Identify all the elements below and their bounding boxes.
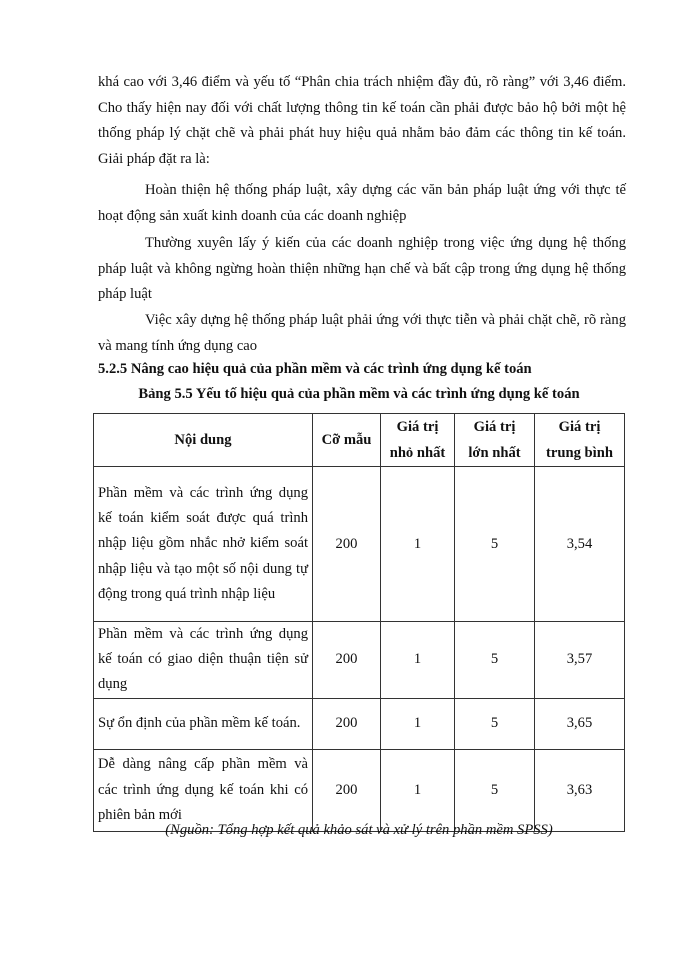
body-paragraph: khá cao với 3,46 điểm và yếu tố “Phân chia trách nhiệm đầy đủ, rõ ràng” với 3,46 điểm. Cho thấy hiện nay đối với chất lượng thông tin kế toán cần phải được bảo hộ bởi một hệ thống pháp lý chặt chẽ và phải phát huy hiệu quả nhằm bảo đảm các thông tin kế toán. Giải pháp đặt ra là: xyxy=(98,74,626,167)
table-row xyxy=(94,698,625,749)
table-row xyxy=(94,467,625,622)
header-min-line2: nhỏ nhất xyxy=(389,445,446,461)
header-content: Nội dung xyxy=(94,414,313,467)
cell-max: 5 xyxy=(455,467,535,622)
table-row xyxy=(94,622,625,699)
cell-mean: 3,54 xyxy=(535,467,625,622)
section-heading: 5.2.5 Nâng cao hiệu quả của phần mềm và các trình ứng dụng kế toán xyxy=(98,361,532,377)
header-max-line2: lớn nhất xyxy=(468,445,521,461)
header-mean-line2: trung bình xyxy=(546,445,613,461)
cell-sample: 200 xyxy=(313,467,381,622)
cell-min: 1 xyxy=(381,622,455,699)
header-max xyxy=(455,414,535,467)
cell-min: 1 xyxy=(381,749,455,831)
body-paragraph: Hoàn thiện hệ thống pháp luật, xây dựng các văn bản pháp luật ứng với thực tế hoạt động sản xuất kinh doanh của các doanh nghiệp xyxy=(98,182,626,224)
header-sample: Cỡ mẫu xyxy=(313,414,381,467)
cell-content: Phần mềm và các trình ứng dụng kế toán kiểm soát được quá trình nhập liệu gồm nhắc nhở kiểm soát nhập liệu và tạo một số nội dung tự động trong quá trình nhập liệu xyxy=(94,467,313,622)
cell-mean: 3,57 xyxy=(535,622,625,699)
header-mean-line1: Giá trị xyxy=(558,419,601,435)
cell-sample: 200 xyxy=(313,749,381,831)
header-max-line1: Giá trị xyxy=(473,419,516,435)
table-title: Bảng 5.5 Yếu tố hiệu quả của phần mềm và các trình ứng dụng kế toán xyxy=(138,386,580,402)
cell-content: Phần mềm và các trình ứng dụng kế toán có giao diện thuận tiện sử dụng xyxy=(94,622,313,699)
table-header-row xyxy=(94,414,625,467)
cell-min: 1 xyxy=(381,467,455,622)
cell-content: Sự ổn định của phần mềm kế toán. xyxy=(94,698,313,749)
table-source-caption: (Nguồn: Tổng hợp kết quả khảo sát và xử lý trên phần mềm SPSS) xyxy=(165,822,553,838)
body-paragraph: Thường xuyên lấy ý kiến của các doanh nghiệp trong việc ứng dụng hệ thống pháp luật và không ngừng hoàn thiện những hạn chế và bất cập trong ứng dụng hệ thống pháp luật xyxy=(98,235,626,302)
cell-max: 5 xyxy=(455,698,535,749)
header-min xyxy=(381,414,455,467)
data-table xyxy=(93,413,625,832)
cell-max: 5 xyxy=(455,622,535,699)
cell-sample: 200 xyxy=(313,698,381,749)
table-row xyxy=(94,749,625,831)
body-paragraph: Việc xây dựng hệ thống pháp luật phải ứng với thực tiễn và phải chặt chẽ, rõ ràng và mang tính ứng dụng cao xyxy=(98,312,626,354)
header-min-line1: Giá trị xyxy=(396,419,439,435)
header-mean xyxy=(535,414,625,467)
cell-sample: 200 xyxy=(313,622,381,699)
cell-mean: 3,65 xyxy=(535,698,625,749)
cell-min: 1 xyxy=(381,698,455,749)
cell-mean: 3,63 xyxy=(535,749,625,831)
cell-max: 5 xyxy=(455,749,535,831)
cell-content: Dễ dàng nâng cấp phần mềm và các trình ứng dụng kế toán khi có phiên bản mới xyxy=(94,749,313,831)
